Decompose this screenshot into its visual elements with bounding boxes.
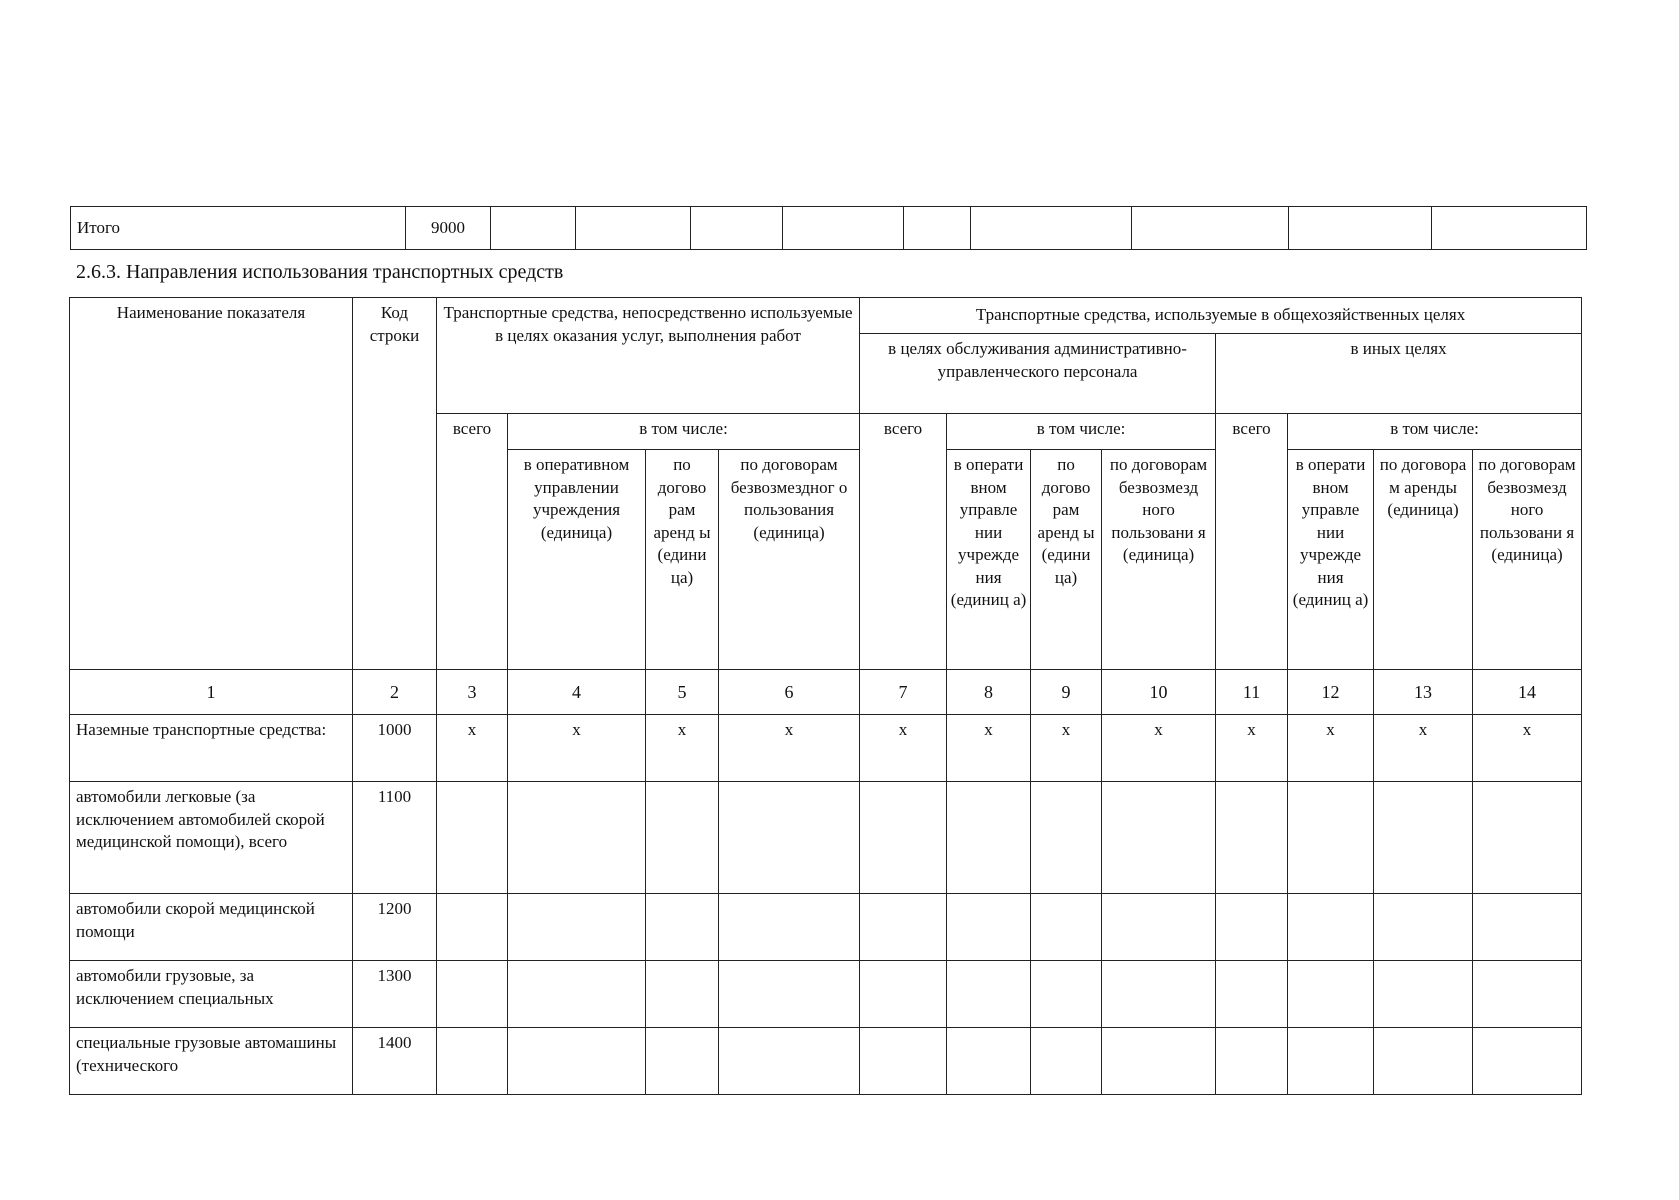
table-cell bbox=[1288, 894, 1374, 961]
table-row bbox=[70, 894, 1582, 961]
col-number: 2 bbox=[353, 670, 437, 715]
table-cell bbox=[947, 894, 1031, 961]
table-cell bbox=[508, 894, 646, 961]
table-row bbox=[70, 715, 1582, 782]
row-name: автомобили легковые (за исключением автомобилей скорой медицинской помощи), всего bbox=[70, 782, 353, 894]
col-number: 6 bbox=[719, 670, 860, 715]
table-cell: x bbox=[860, 715, 947, 782]
table-cell bbox=[1473, 1028, 1582, 1095]
header-name: Наименование показателя bbox=[70, 298, 353, 670]
table-cell bbox=[646, 894, 719, 961]
table-cell bbox=[1216, 1028, 1288, 1095]
table-cell bbox=[646, 1028, 719, 1095]
header-total-3: всего bbox=[437, 414, 508, 670]
table-cell: x bbox=[1473, 715, 1582, 782]
table-cell bbox=[947, 1028, 1031, 1095]
table-cell bbox=[437, 1028, 508, 1095]
total-row-table bbox=[70, 206, 1587, 250]
header-col-10: по договорам безвозмезд ного пользовани я (единица) bbox=[1102, 450, 1216, 670]
table-cell bbox=[719, 894, 860, 961]
total-label: Итого bbox=[71, 207, 406, 250]
table-cell bbox=[1031, 782, 1102, 894]
table-cell bbox=[1288, 961, 1374, 1028]
header-code: Код строки bbox=[353, 298, 437, 670]
table-cell bbox=[1031, 894, 1102, 961]
row-name: автомобили грузовые, за исключением специальных bbox=[70, 961, 353, 1028]
col-number: 1 bbox=[70, 670, 353, 715]
table-cell: x bbox=[508, 715, 646, 782]
table-cell: x bbox=[1288, 715, 1374, 782]
table-cell bbox=[1473, 961, 1582, 1028]
row-code: 1200 bbox=[353, 894, 437, 961]
col-number: 14 bbox=[1473, 670, 1582, 715]
col-number: 4 bbox=[508, 670, 646, 715]
table-cell bbox=[1102, 1028, 1216, 1095]
table-cell bbox=[1374, 1028, 1473, 1095]
table-cell bbox=[437, 782, 508, 894]
table-cell: x bbox=[1216, 715, 1288, 782]
table-cell bbox=[1031, 961, 1102, 1028]
table-cell bbox=[1102, 961, 1216, 1028]
table-row bbox=[70, 782, 1582, 894]
row-name: автомобили скорой медицинской помощи bbox=[70, 894, 353, 961]
table-cell bbox=[508, 782, 646, 894]
total-code: 9000 bbox=[406, 207, 491, 250]
table-cell bbox=[860, 1028, 947, 1095]
table-cell: x bbox=[1031, 715, 1102, 782]
header-direct: Транспортные средства, непосредственно используемые в целях оказания услуг, выполнения работ bbox=[437, 298, 860, 414]
table-cell: x bbox=[1102, 715, 1216, 782]
total-cell bbox=[691, 207, 783, 250]
row-code: 1300 bbox=[353, 961, 437, 1028]
table-cell bbox=[860, 782, 947, 894]
table-cell: x bbox=[947, 715, 1031, 782]
col-number: 10 bbox=[1102, 670, 1216, 715]
table-cell bbox=[1374, 782, 1473, 894]
row-name: специальные грузовые автомашины (технического bbox=[70, 1028, 353, 1095]
table-cell bbox=[1473, 782, 1582, 894]
row-code: 1000 bbox=[353, 715, 437, 782]
header-col-9: по догово рам аренд ы (едини ца) bbox=[1031, 450, 1102, 670]
header-incl-direct: в том числе: bbox=[508, 414, 860, 450]
row-code: 1100 bbox=[353, 782, 437, 894]
table-cell bbox=[719, 1028, 860, 1095]
table-cell: x bbox=[1374, 715, 1473, 782]
table-cell bbox=[1216, 894, 1288, 961]
header-incl-admin: в том числе: bbox=[947, 414, 1216, 450]
table-cell bbox=[437, 961, 508, 1028]
section-title: 2.6.3. Направления использования транспортных средств bbox=[76, 261, 564, 283]
table-cell bbox=[719, 961, 860, 1028]
total-cell bbox=[1289, 207, 1432, 250]
table-cell bbox=[719, 782, 860, 894]
table-row bbox=[70, 961, 1582, 1028]
header-total-7: всего bbox=[860, 414, 947, 670]
col-number: 9 bbox=[1031, 670, 1102, 715]
table-cell bbox=[437, 894, 508, 961]
table-cell bbox=[508, 1028, 646, 1095]
table-cell: x bbox=[437, 715, 508, 782]
table-cell bbox=[1374, 961, 1473, 1028]
table-cell bbox=[1288, 782, 1374, 894]
table-cell bbox=[1102, 894, 1216, 961]
table-cell bbox=[508, 961, 646, 1028]
header-row-1 bbox=[70, 298, 1582, 334]
col-number: 5 bbox=[646, 670, 719, 715]
col-number: 3 bbox=[437, 670, 508, 715]
table-cell bbox=[1102, 782, 1216, 894]
header-col-12: в операти вном управле нии учрежде ния (единиц а) bbox=[1288, 450, 1374, 670]
table-cell bbox=[860, 961, 947, 1028]
table-cell bbox=[947, 782, 1031, 894]
table-cell bbox=[1216, 782, 1288, 894]
header-other: в иных целях bbox=[1216, 334, 1582, 414]
row-name: Наземные транспортные средства: bbox=[70, 715, 353, 782]
row-code: 1400 bbox=[353, 1028, 437, 1095]
col-number: 13 bbox=[1374, 670, 1473, 715]
header-incl-other: в том числе: bbox=[1288, 414, 1582, 450]
table-cell: x bbox=[646, 715, 719, 782]
vehicle-usage-table bbox=[69, 297, 1582, 1095]
col-number: 11 bbox=[1216, 670, 1288, 715]
header-col-13: по договора м аренды (единица) bbox=[1374, 450, 1473, 670]
col-number: 7 bbox=[860, 670, 947, 715]
total-row bbox=[71, 207, 1587, 250]
table-cell bbox=[860, 894, 947, 961]
table-cell bbox=[1031, 1028, 1102, 1095]
table-cell: x bbox=[719, 715, 860, 782]
table-cell bbox=[646, 961, 719, 1028]
header-col-6: по договорам безвозмездног о пользования (единица) bbox=[719, 450, 860, 670]
table-row bbox=[70, 1028, 1582, 1095]
col-number: 8 bbox=[947, 670, 1031, 715]
column-number-row bbox=[70, 670, 1582, 715]
header-total-11: всего bbox=[1216, 414, 1288, 670]
total-cell bbox=[491, 207, 576, 250]
table-cell bbox=[646, 782, 719, 894]
header-col-8: в операти вном управле нии учрежде ния (единиц а) bbox=[947, 450, 1031, 670]
table-cell bbox=[1374, 894, 1473, 961]
header-col-5: по догово рам аренд ы (едини ца) bbox=[646, 450, 719, 670]
table-cell bbox=[1473, 894, 1582, 961]
total-cell bbox=[576, 207, 691, 250]
table-cell bbox=[1288, 1028, 1374, 1095]
total-cell bbox=[904, 207, 971, 250]
col-number: 12 bbox=[1288, 670, 1374, 715]
table-cell bbox=[947, 961, 1031, 1028]
total-cell bbox=[1132, 207, 1289, 250]
header-general: Транспортные средства, используемые в общехозяйственных целях bbox=[860, 298, 1582, 334]
header-col-14: по договорам безвозмезд ного пользовани я (единица) bbox=[1473, 450, 1582, 670]
total-cell bbox=[971, 207, 1132, 250]
table-cell bbox=[1216, 961, 1288, 1028]
header-admin: в целях обслуживания административно-управленческого персонала bbox=[860, 334, 1216, 414]
total-cell bbox=[783, 207, 904, 250]
total-cell bbox=[1432, 207, 1587, 250]
header-col-4: в оперативном управлении учреждения (единица) bbox=[508, 450, 646, 670]
